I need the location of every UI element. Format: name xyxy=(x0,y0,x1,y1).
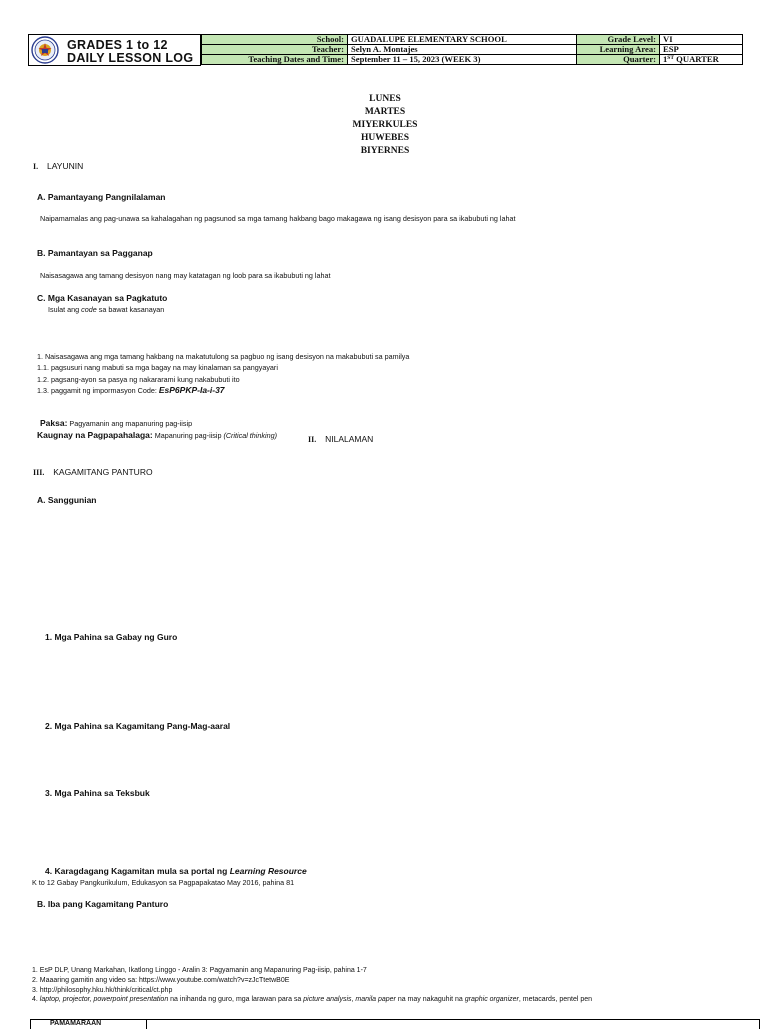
pamamaraan-label: PAMAMARAAN xyxy=(50,1020,102,1027)
school-label: School: xyxy=(202,35,348,45)
objective-item: 1.2. pagsang-ayon sa pasya ng nakararami kung nakabubuti ito xyxy=(37,374,240,384)
weekday-list xyxy=(300,93,470,158)
quarter-label: Quarter: xyxy=(577,55,660,65)
day-monday: LUNES xyxy=(369,94,401,104)
form-title-line2: DAILY LESSON LOG xyxy=(67,51,194,65)
karagdagang-kagamitan-text: K to 12 Gabay Pangkurikulum, Edukasyon sa Pagpapakatao May 2016, pahina 81 xyxy=(32,878,295,887)
deped-seal-icon xyxy=(31,36,59,64)
pamantayang-pangnilalaman-text: Naipamamalas ang pag-unawa sa kahalagahan ng pagsunod sa mga tamang hakbang bago makagawa ng isang desisyon para sa ikabubuti ng lahat xyxy=(40,214,516,223)
teacher-label: Teacher: xyxy=(202,45,348,55)
grade-level-label: Grade Level: xyxy=(577,35,660,45)
day-thursday: HUWEBES xyxy=(360,133,410,143)
pamantayang-pangnilalaman-heading: A. Pamantayang Pangnilalaman xyxy=(37,192,166,202)
dates-value: September 11 – 15, 2023 (WEEK 3) xyxy=(348,55,577,65)
karagdagang-kagamitan-item: 4. Karagdagang Kagamitan mula sa portal ng Learning Resource xyxy=(45,866,307,876)
learning-area-value: ESP xyxy=(660,45,743,55)
iba-pang-kagamitan-heading: B. Iba pang Kagamitang Panturo xyxy=(37,899,169,909)
objectives-list xyxy=(37,351,409,396)
objective-item: 1.1. pagsusuri nang mabuti sa mga bagay na may kinalaman sa pangyayari xyxy=(37,363,278,373)
table-divider xyxy=(146,1019,147,1029)
form-title-line1: GRADES 1 to 12 xyxy=(67,38,168,52)
pamantayan-sa-pagganap-text: Naisasagawa ang tamang desisyon nang may katatagan ng loob para sa ikabubuti ng lahat xyxy=(40,271,331,280)
school-value: GUADALUPE ELEMENTARY SCHOOL xyxy=(348,35,577,45)
competency-code: EsP6PKP-Ia-i-37 xyxy=(158,384,225,395)
learning-area-label: Learning Area: xyxy=(577,45,660,55)
day-wednesday: MIYERKULES xyxy=(352,120,418,130)
day-friday: BIYERNES xyxy=(360,146,410,156)
references-list xyxy=(32,966,592,1005)
section-1-heading: I. LAYUNIN xyxy=(33,161,84,171)
dates-label: Teaching Dates and Time: xyxy=(202,55,348,65)
section-2-heading: II. NILALAMAN xyxy=(308,434,374,444)
reference-item: 4. laptop, projector, powerpoint presentation na inihanda ng guro, mga larawan para sa picture analysis, manila paper na may nakaguhit na graphic organizer, metacards, pentel pen xyxy=(32,996,593,1004)
reference-item: 1. EsP DLP, Unang Markahan, Ikatlong Linggo - Aralin 3: Pagyamanin ang Mapanuring Pag-iisip, pahina 1-7 xyxy=(32,967,367,974)
objective-item: 1. Naisasagawa ang mga tamang hakbang na makatutulong sa pagbuo ng isang desisyon na makabubuti sa pamilya xyxy=(37,352,410,361)
reference-item: 3. http://philosophy.hku.hk/think/critical/ct.php xyxy=(32,986,173,994)
section-3-heading: III. KAGAMITANG PANTURO xyxy=(33,467,153,477)
gabay-ng-guro-item: 1. Mga Pahina sa Gabay ng Guro xyxy=(45,632,178,642)
reference-item: 2. Maaaring gamitin ang video sa: https://www.youtube.com/watch?v=zJcTtetwB0E xyxy=(32,976,290,984)
teksbuk-item: 3. Mga Pahina sa Teksbuk xyxy=(45,788,150,798)
kaugnay-line: Kaugnay na Pagpapahalaga: Mapanuring pag-iisip (Critical thinking) xyxy=(37,430,277,440)
objective-item: 1.3. paggamit ng impormasyon Code: EsP6PKP-Ia-i-37 xyxy=(37,384,225,395)
kasanayan-note: Isulat ang code sa bawat kasanayan xyxy=(48,305,165,314)
pamamaraan-table-edge xyxy=(30,1019,760,1029)
pamantayan-sa-pagganap-heading: B. Pamantayan sa Pagganap xyxy=(37,248,153,258)
paksa-line: Paksa: Pagyamanin ang mapanuring pag-iisip xyxy=(40,418,193,428)
grade-level-value: VI xyxy=(660,35,743,45)
kagamitang-mag-aaral-item: 2. Mga Pahina sa Kagamitang Pang-Mag-aaral xyxy=(45,721,231,731)
sanggunian-heading: A. Sanggunian xyxy=(37,495,97,505)
lesson-info-table xyxy=(201,34,743,65)
teacher-value: Selyn A. Montajes xyxy=(348,45,577,55)
quarter-value: 1ST QUARTER xyxy=(660,55,743,65)
day-tuesday: MARTES xyxy=(364,107,406,117)
kasanayan-heading: C. Mga Kasanayan sa Pagkatuto xyxy=(37,293,168,303)
